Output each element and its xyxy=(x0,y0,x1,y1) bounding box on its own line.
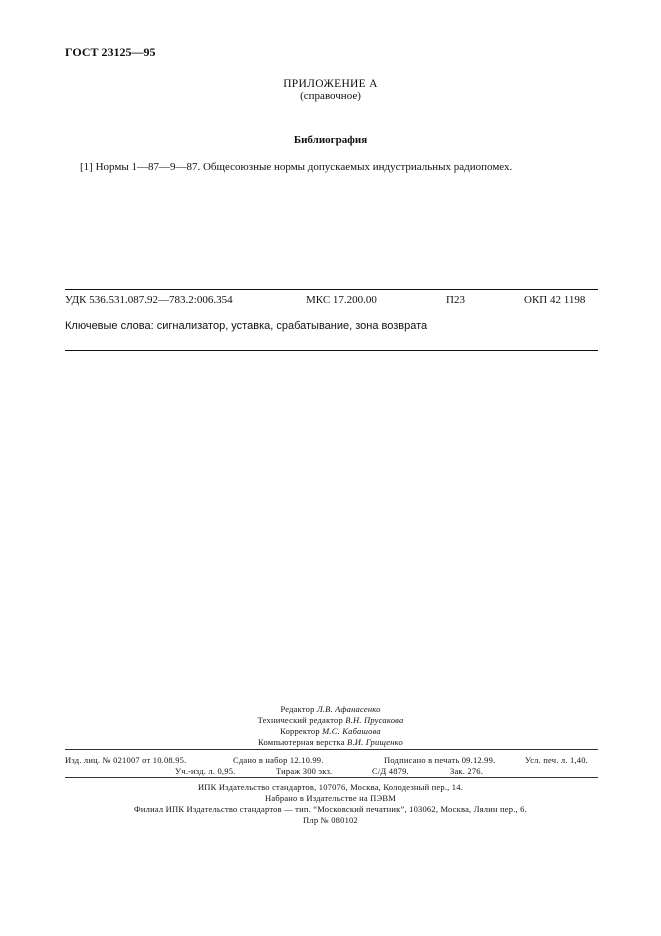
mks-code: МКС 17.200.00 xyxy=(306,294,377,306)
layout-line xyxy=(0,737,661,747)
editor-line xyxy=(0,704,661,714)
plr-number: Плр № 080102 xyxy=(303,815,358,825)
imprint-rule-bottom xyxy=(65,777,598,778)
pub-sheets: Уч.-изд. л. 0,95. xyxy=(175,766,236,776)
order-number: Зак. 276. xyxy=(450,766,484,776)
typeset-note: Набрано в Издательстве на ПЭВМ xyxy=(265,793,396,803)
branch-address: Филиал ИПК Издательство стандартов — тип. “Московский печатник”, 103062, Москва, Лялин пер., 6. xyxy=(134,804,527,814)
editor-role: Редактор xyxy=(280,704,315,714)
corrector-role: Корректор xyxy=(280,726,320,736)
publisher-address: ИПК Издательство стандартов, 107076, Москва, Колодезный пер., 14. xyxy=(197,782,464,792)
top-rule xyxy=(65,289,598,290)
imprint-rule-top xyxy=(65,749,598,750)
okp-code: ОКП 42 1198 xyxy=(524,294,586,306)
tech-editor-role: Технический редактор xyxy=(257,715,343,725)
bottom-rule xyxy=(65,350,598,351)
appendix-subtitle: (справочное) xyxy=(300,90,361,102)
p-code: П23 xyxy=(446,294,465,306)
standard-number: ГОСТ 23125—95 xyxy=(65,45,156,59)
tech-editor-name: В.Н. Прусакова xyxy=(345,715,404,725)
layout-role: Компьютерная верстка xyxy=(258,737,345,747)
tech-editor-line xyxy=(0,715,661,725)
appendix-title: ПРИЛОЖЕНИЕ А xyxy=(283,78,378,90)
circulation: Тираж 300 экз. xyxy=(276,766,333,776)
keywords: Ключевые слова: сигнализатор, уставка, срабатывание, зона возврата xyxy=(65,320,428,332)
bibliography-heading: Библиография xyxy=(293,134,368,146)
bibliography-item: [1] Нормы 1—87—9—87. Общесоюзные нормы допускаемых индустриальных радиопомех. xyxy=(80,161,513,173)
layout-name: В.И. Грищенко xyxy=(347,737,403,747)
udk-code: УДК 536.531.087.92—783.2:006.354 xyxy=(65,294,233,306)
editor-name: Л.В. Афанасенко xyxy=(316,704,381,714)
signed-date: Подписано в печать 09.12.99. xyxy=(384,755,496,765)
print-sheets: Усл. печ. л. 1,40. xyxy=(525,755,588,765)
corrector-name: М.С. Кабашова xyxy=(322,726,381,736)
submitted-date: Сдано в набор 12.10.99. xyxy=(233,755,324,765)
corrector-line xyxy=(0,726,661,736)
sd-number: С/Д 4879. xyxy=(372,766,409,776)
license-number: Изд. лиц. № 021007 от 10.08.95. xyxy=(65,755,187,765)
